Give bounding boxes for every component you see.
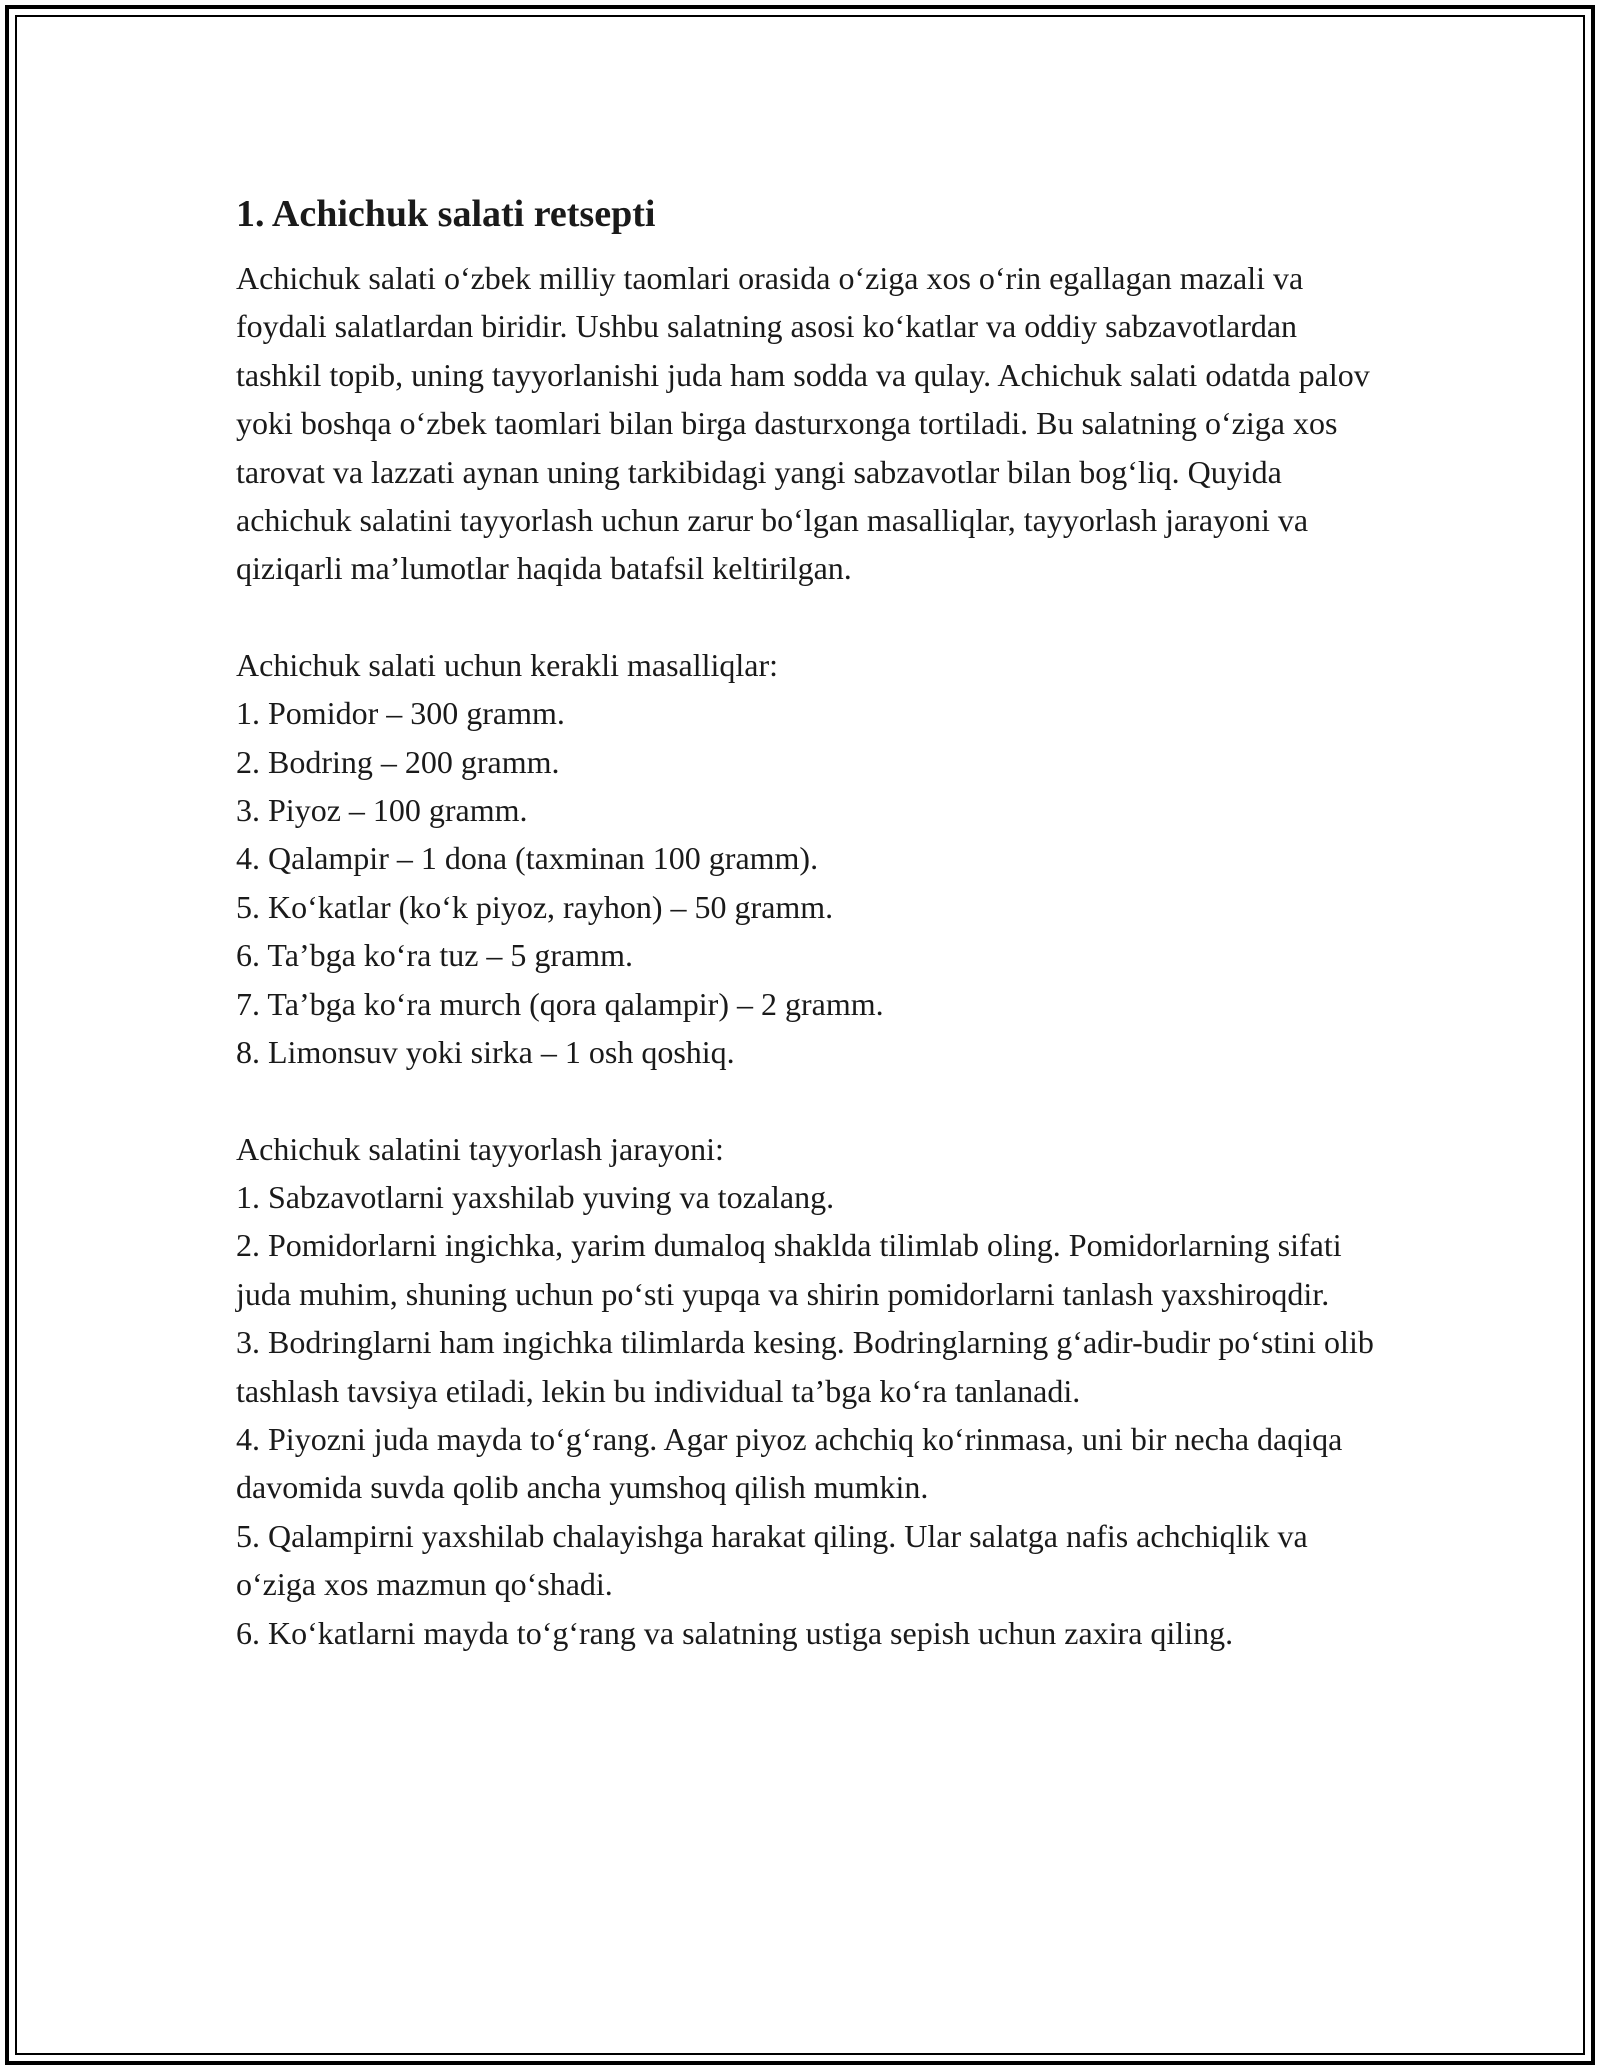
intro-paragraph: Achichuk salati o‘zbek milliy taomlari orasida o‘ziga xos o‘rin egallagan mazali va foydali salatlardan biridir. Ushbu salatning asosi ko‘katlar va oddiy sabzavotlardan tashkil topib, uning tayyorlanishi juda ham sodda va qulay. Achichuk salati odatda palov yoki boshqa o‘zbek taomlari bilan birga dasturxonga tortiladi. Bu salatning o‘ziga xos tarovat va lazzati aynan uning tarkibidagi yangi sabzavotlar bilan bog‘liq. Quyida achichuk salatini tayyorlash uchun zarur bo‘lgan masalliqlar, tayyorlash jarayoni va qiziqarli ma’lumotlar haqida batafsil keltirilgan. [236, 260, 1370, 587]
step-item: 2. Pomidorlarni ingichka, yarim dumaloq shaklda tilimlab oling. Pomidorlarning sifati juda muhim, shuning uchun po‘sti yupqa va shirin pomidorlarni tanlash yaxshiroqdir. [236, 1227, 1342, 1312]
ingredient-item: 2. Bodring – 200 gramm. [236, 743, 560, 780]
ingredients-section [236, 641, 1386, 1077]
ingredient-item: 6. Ta’bga ko‘ra tuz – 5 gramm. [236, 937, 634, 974]
ingredient-item: 4. Qalampir – 1 dona (taxminan 100 gramm). [236, 840, 819, 877]
step-item: 6. Ko‘katlarni mayda to‘g‘rang va salatning ustiga sepish uchun zaxira qiling. [236, 1614, 1234, 1651]
step-item: 3. Bodringlarni ham ingichka tilimlarda kesing. Bodringlarning g‘adir-budir po‘stini olib tashlash tavsiya etiladi, lekin bu individual ta’bga ko‘ra tanlanadi. [236, 1324, 1374, 1409]
ingredient-item: 5. Ko‘katlar (ko‘k piyoz, rayhon) – 50 gramm. [236, 888, 834, 925]
document-heading: 1. Achichuk salati retsepti [236, 193, 656, 235]
steps-title: Achichuk salatini tayyorlash jarayoni: [236, 1130, 724, 1167]
step-item: 5. Qalampirni yaxshilab chalayishga harakat qiling. Ular salatga nafis achchiqlik va o‘ziga xos mazmun qo‘shadi. [236, 1517, 1308, 1603]
ingredient-item: 3. Piyoz – 100 gramm. [236, 792, 528, 829]
ingredient-item: 8. Limonsuv yoki sirka – 1 osh qoshiq. [236, 1034, 735, 1071]
steps-section [236, 1125, 1386, 1657]
step-item: 4. Piyozni juda mayda to‘g‘rang. Agar piyoz achchiq ko‘rinmasa, uni bir necha daqiqa davomida suvda qolib ancha yumshoq qilish mumkin. [236, 1420, 1343, 1506]
document-body [236, 186, 1386, 1657]
ingredient-item: 1. Pomidor – 300 gramm. [236, 695, 565, 732]
ingredient-item: 7. Ta’bga ko‘ra murch (qora qalampir) – 2 gramm. [236, 985, 884, 1022]
ingredients-title: Achichuk salati uchun kerakli masalliqlar: [236, 646, 779, 683]
step-item: 1. Sabzavotlarni yaxshilab yuving va tozalang. [236, 1178, 835, 1215]
